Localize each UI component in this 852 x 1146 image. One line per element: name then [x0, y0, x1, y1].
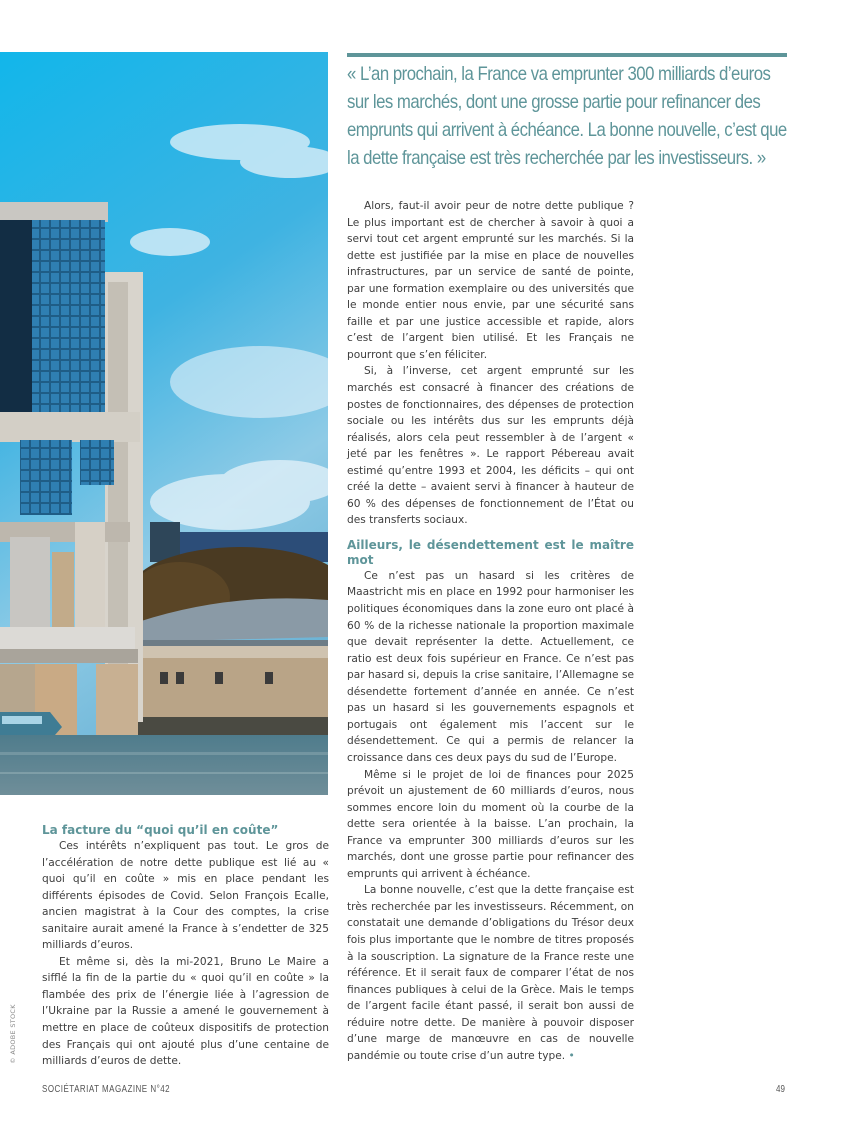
page-number: 49 — [776, 1084, 785, 1095]
section-heading-quoi-quil-en-coute: La facture du “quoi qu’il en coûte” — [42, 823, 279, 837]
paragraph: Si, à l’inverse, cet argent emprunté sur les marchés est consacré à financer des créations de postes de fonctionnaires, des dépenses de protection sociale ou les intérêts dus sur les emprunts déjà réalisés, alors cela peut ressembler à de l’argent « jeté par les fenêtres ». Le rapport Pébereau avait estimé qu’entre 1993 et 2004, les déficits – qui ont créé la dette – avaient servi à financer à hauteur de 60 % des dépenses de fonctionnement de l’État ou des transferts sociaux. — [347, 365, 634, 527]
article-photo — [0, 52, 328, 795]
paragraph: Et même si, dès la mi-2021, Bruno Le Maire a sifflé la fin de la partie du « quoi qu’il en coûte » la flambée des prix de l’énergie liée à l’agression de l’Ukraine par la Russie a amené le gouvernement à mettre en place de coûteux dispositifs de protection des Français qui ont ajouté plus d’une centaine de milliards d’euros de dette. — [42, 955, 329, 1068]
paragraph: Alors, faut-il avoir peur de notre dette publique ? Le plus important est de chercher à savoir à quoi a servi tout cet argent emprunté sur les marchés. Si la dette est justifiée par la mise en place de nouvelles infrastructures, par un service de santé de pointe, par une formation exemplaire ou des universités que le monde entier nous envie, par une sécurité sans faille et par une justice accessible et rapide, alors c’est de l’argent bien utilisé. Et les Français ne pourront que s’en féliciter. — [347, 200, 634, 361]
photo-credit-text: © ADOBE STOCK — [9, 1004, 17, 1064]
paragraph: Ces intérêts n’expliquent pas tout. Le gros de l’accélération de notre dette publique est lié au « quoi qu’il en coûte » mis en place pendant les différents épisodes de Covid. Selon François Ecalle, ancien magistrat à la Cour des comptes, la crise sanitaire aurait amené la France à s’endetter de 325 milliards d’euros. — [42, 840, 329, 952]
pull-quote: « L’an prochain, la France va emprunter 300 milliards d’euros sur les marchés, dont une grosse partie pour refinancer des emprunts qui arrivent à échéance. La bonne nouvelle, c’est que la dette française est très recherchée par les investisseurs. » — [347, 63, 787, 169]
building-river-illustration — [0, 52, 328, 795]
right-column — [347, 198, 634, 1064]
left-column — [42, 823, 329, 1070]
section-heading-elsewhere: Ailleurs, le désendettement est le maître mot — [347, 537, 634, 567]
pull-quote-rule — [347, 53, 787, 57]
final-paragraph — [347, 882, 634, 1064]
ministry-building — [0, 202, 143, 744]
footer-publication: SOCIÉTARIAT MAGAZINE N°42 — [42, 1084, 171, 1095]
paragraph: Même si le projet de loi de finances pour 2025 prévoit un ajustement de 60 milliards d’euros, nous sommes encore loin du moment où la courbe de la dette sera orientée à la baisse. L’an prochain, la France va emprunter 300 milliards d’euros sur les marchés, dont une grosse partie pour refinancer des emprunts qui arrivent à échéance. — [347, 768, 634, 880]
final-paragraph-text: La bonne nouvelle, c’est que la dette française est très recherchée par les investisseurs. Récemment, on constatait une demande d’obligations du Trésor deux fois plus importante que le nombre de titres proposés à la souscription. La signature de la France reste une référence. Et il serait faux de comparer l’état de nos finances publiques à celui de la Grèce. Mais le temps de l’argent facile étant passé, il serait bon aussi de réduire notre dette. De manière à pouvoir disposer d’une marge de manœuvre en cas de nouvelle pandémie ou toute crise d’un autre type. — [347, 884, 634, 1062]
river-water — [0, 735, 328, 795]
paragraph: Ce n’est pas un hasard si les critères de Maastricht mis en place en 1992 pour harmoniser les politiques économiques dans la zone euro ont placé à 60 % de la richesse nationale la proportion maximale que devait représenter la dette. Actuellement, ce ratio est deux fois supérieur en France. Ce n’est pas par hasard si, depuis la crise sanitaire, l’Allemagne se désendette fortement d’année en année. Ce n’est pas un hasard si les gouvernements espagnols et portugais ont également mis l’accent sur le désendettement. Ce qui a permis de relancer la croissance dans ces deux pays du sud de l’Europe. — [347, 569, 634, 764]
photo-credit — [4, 1000, 16, 1070]
end-mark: • — [568, 1049, 575, 1062]
